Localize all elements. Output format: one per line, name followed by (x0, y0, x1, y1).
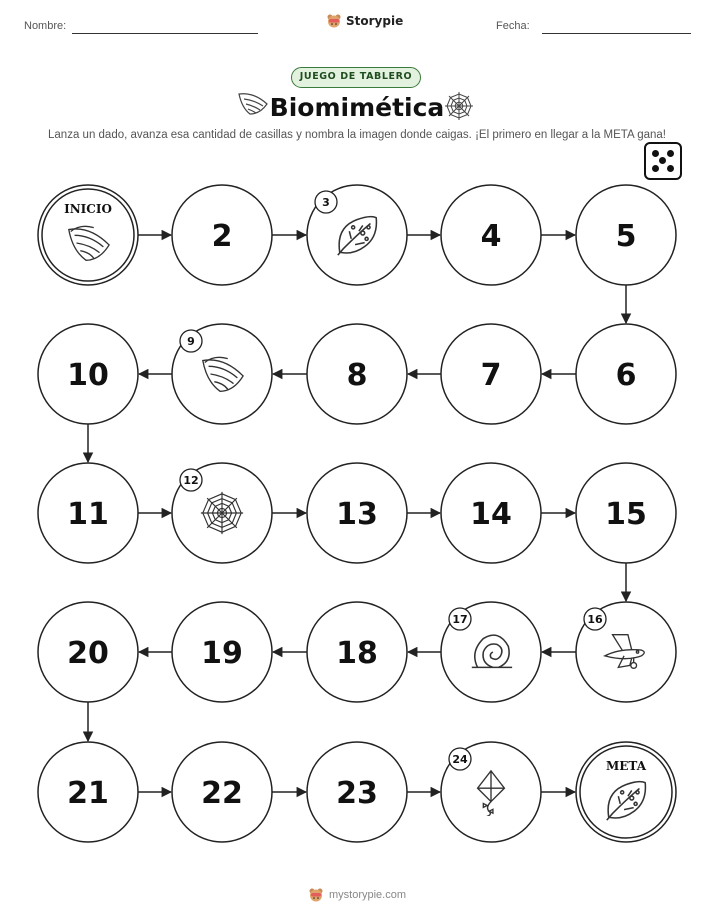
board-space (38, 463, 138, 563)
space-number: 22 (201, 776, 243, 811)
board-space (441, 742, 541, 842)
bear-mascot-icon (308, 887, 324, 903)
space-number: 15 (605, 497, 647, 532)
game-tag: JUEGO DE TABLERO (291, 67, 421, 88)
logo-text: Storypie (346, 14, 404, 28)
space-number: 2 (211, 219, 233, 254)
board-space (172, 742, 272, 842)
space-label: META (605, 759, 647, 773)
space-number-badge: 17 (452, 613, 468, 626)
board-space (172, 602, 272, 702)
space-number: 18 (336, 636, 378, 671)
board-space (307, 324, 407, 424)
board-space (38, 602, 138, 702)
board-space (576, 185, 676, 285)
board-space (307, 463, 407, 563)
space-number: 11 (67, 497, 109, 532)
space-number: 21 (67, 776, 109, 811)
space-number-badge: 9 (187, 335, 195, 348)
board-space (441, 463, 541, 563)
board-space (576, 463, 676, 563)
finish-space (576, 742, 676, 842)
space-number-badge: 12 (183, 474, 199, 487)
board-space (172, 463, 272, 563)
spiderweb-icon (201, 492, 243, 534)
space-label: INICIO (64, 202, 112, 216)
board-space (172, 324, 272, 424)
space-number: 8 (346, 358, 368, 393)
board-space (441, 602, 541, 702)
board-space (576, 324, 676, 424)
board-space (576, 602, 676, 702)
space-number: 13 (336, 497, 378, 532)
space-number: 6 (615, 358, 637, 393)
date-label: Fecha: (496, 20, 530, 32)
board-space (307, 602, 407, 702)
instructions: Lanza un dado, avanza esa cantidad de casillas y nombra la imagen donde caigas. ¡El primero en llegar a la META gana! (48, 129, 666, 141)
board-cells (38, 185, 676, 842)
page-title: Biomimética (269, 93, 445, 122)
board-space (307, 742, 407, 842)
space-number: 19 (201, 636, 243, 671)
board-space (307, 185, 407, 285)
start-space (38, 185, 138, 285)
space-number: 20 (67, 636, 109, 671)
space-number: 7 (480, 358, 502, 393)
space-number: 10 (67, 358, 109, 393)
space-number: 4 (480, 219, 502, 254)
board-space (38, 742, 138, 842)
space-number: 14 (470, 497, 512, 532)
name-label: Nombre: (24, 20, 67, 32)
footer-url[interactable]: mystorypie.com (328, 889, 407, 901)
board-space (441, 185, 541, 285)
space-number-badge: 16 (587, 613, 603, 626)
footer (0, 887, 714, 903)
space-number-badge: 24 (452, 753, 468, 766)
space-number-badge: 3 (322, 196, 330, 209)
board-space (38, 324, 138, 424)
space-number: 23 (336, 776, 378, 811)
board-space (172, 185, 272, 285)
board-space (441, 324, 541, 424)
space-number: 5 (615, 219, 637, 254)
